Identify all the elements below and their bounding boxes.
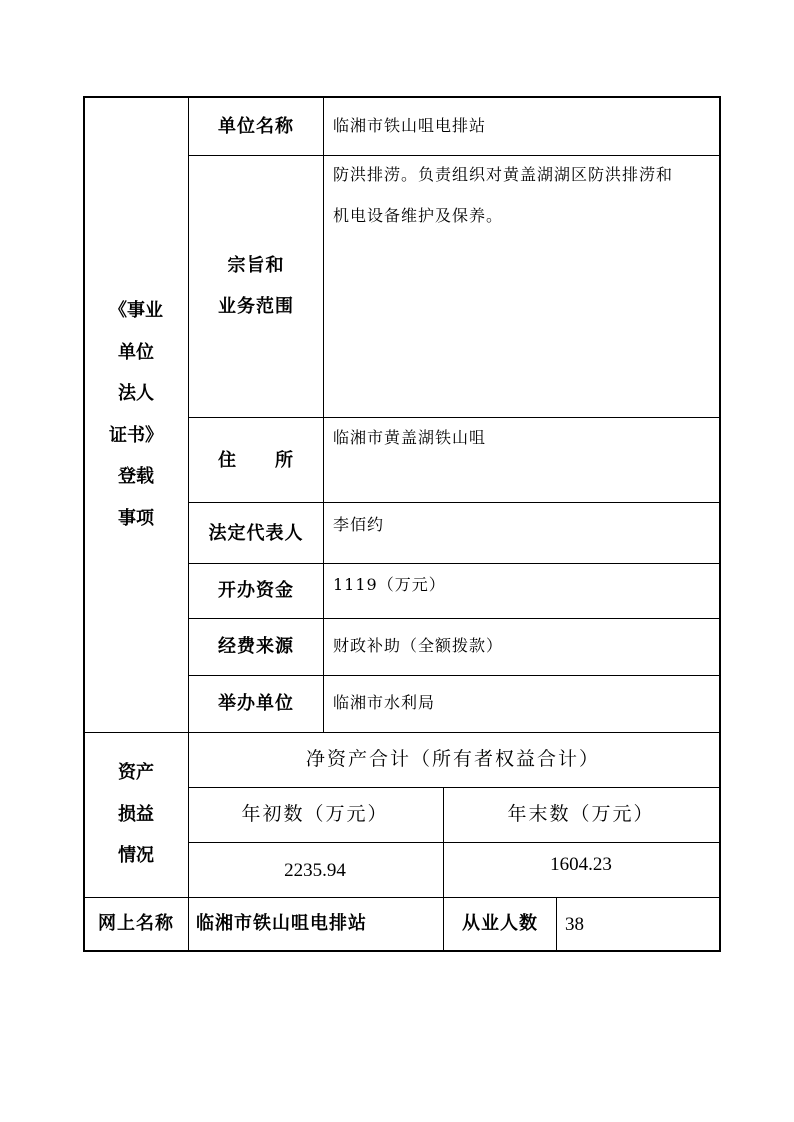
funding-value: 财政补助（全额拨款） xyxy=(333,636,504,655)
unit-name-value: 临湘市铁山咀电排站 xyxy=(333,116,487,135)
capital-label: 开办资金 xyxy=(218,580,294,601)
divider-col1 xyxy=(188,97,189,951)
table-border-bottom xyxy=(83,950,721,952)
legal-rep-label: 法定代表人 xyxy=(208,523,304,544)
table-border-top xyxy=(83,96,721,98)
divider-footer-section xyxy=(84,897,720,898)
end-of-year-value: 1604.23 xyxy=(550,854,612,875)
capital-value: 1119（万元） xyxy=(333,575,446,594)
address-label: 住 所 xyxy=(218,450,294,471)
purpose-value-line2: 机电设备维护及保养。 xyxy=(333,206,504,225)
divider-asset-labels xyxy=(188,842,720,843)
unit-name-label: 单位名称 xyxy=(218,116,294,137)
purpose-label-line2: 业务范围 xyxy=(218,296,294,317)
online-name-value: 临湘市铁山咀电排站 xyxy=(196,913,367,934)
purpose-label-line1: 宗旨和 xyxy=(227,255,285,276)
sponsor-label: 举办单位 xyxy=(218,693,294,714)
divider-asset-header xyxy=(188,787,720,788)
staff-count-label: 从业人数 xyxy=(462,913,538,934)
legal-rep-value: 李佰约 xyxy=(333,515,385,534)
divider-row1 xyxy=(188,155,720,156)
divider-row6 xyxy=(188,675,720,676)
end-of-year-label: 年末数（万元） xyxy=(507,803,655,825)
divider-assets-section xyxy=(84,732,720,733)
address-value: 临湘市黄盖湖铁山咀 xyxy=(333,428,487,447)
sponsor-value: 临湘市水利局 xyxy=(333,693,436,712)
table-border-right xyxy=(719,96,721,952)
assets-section-label: 资产 损益 情况 xyxy=(118,762,154,866)
divider-row2 xyxy=(188,417,720,418)
divider-staff-value xyxy=(556,897,557,951)
divider-row5 xyxy=(188,618,720,619)
begin-of-year-value: 2235.94 xyxy=(284,860,346,881)
divider-row3 xyxy=(188,502,720,503)
divider-asset-mid xyxy=(443,787,444,951)
purpose-value-line1: 防洪排涝。负责组织对黄盖湖湖区防洪排涝和 xyxy=(333,165,674,184)
begin-of-year-label: 年初数（万元） xyxy=(241,803,389,825)
funding-label: 经费来源 xyxy=(218,636,294,657)
registration-section-label: 《事业 单位 法人 证书》 登载 事项 xyxy=(109,300,163,529)
divider-row4 xyxy=(188,563,720,564)
net-assets-header: 净资产合计（所有者权益合计） xyxy=(305,748,601,770)
divider-col2 xyxy=(323,97,324,733)
staff-count-value: 38 xyxy=(565,914,584,935)
online-name-label: 网上名称 xyxy=(98,913,174,934)
